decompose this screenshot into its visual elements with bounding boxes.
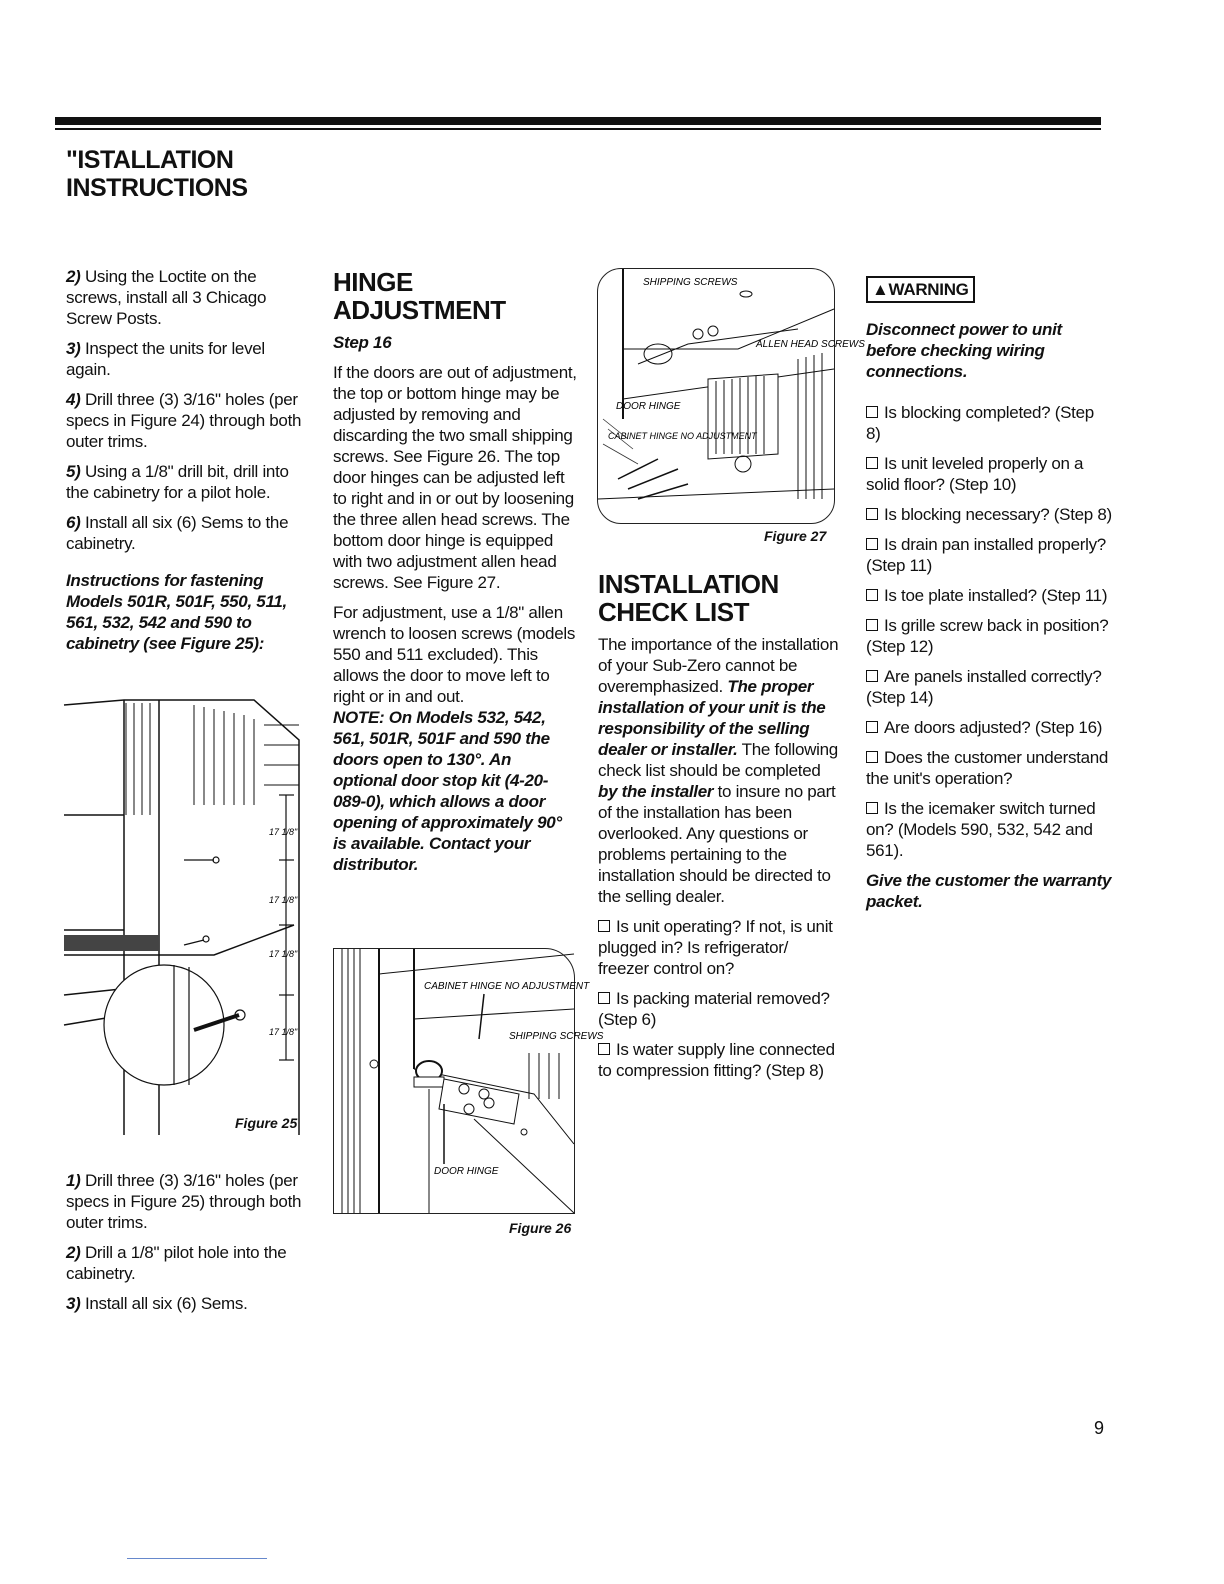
checkbox-icon [598, 1043, 610, 1055]
checkbox-icon [866, 802, 878, 814]
checkbox-icon [866, 406, 878, 418]
checkbox-icon [866, 721, 878, 733]
column-1-lower [66, 1170, 316, 1323]
checkbox-icon [866, 619, 878, 631]
hinge-note: NOTE: On Models 532, 542, 561, 501R, 501F and 590 the doors open to 130°. An optional door stop kit (4-20-089-0), which allows a door opening of approximately 90° is available. Contact your distributor. [333, 708, 562, 874]
header-rule-thin [55, 128, 1101, 130]
check-item: Is blocking completed? (Step 8) [866, 403, 1094, 443]
checkbox-icon [598, 920, 610, 932]
step-item: 5) Using a 1/8" drill bit, drill into the cabinetry for a pilot hole. [66, 462, 289, 502]
step-item: 2) Drill a 1/8" pilot hole into the cabinetry. [66, 1243, 287, 1283]
step-item: 6) Install all six (6) Sems to the cabinetry. [66, 513, 289, 553]
check-item: Is unit operating? If not, is unit plugged in? Is refrigerator/ freezer control on? [598, 917, 833, 978]
hinge-adjustment-heading: HINGE ADJUSTMENT [333, 267, 506, 325]
figure-25-dimension-label: 17 1/8" [269, 827, 298, 837]
section-title [66, 146, 248, 202]
step-item: 3) Install all six (6) Sems. [66, 1294, 248, 1313]
closing-note: Give the customer the warranty packet. [866, 871, 1112, 911]
column-1 [66, 266, 306, 663]
checkbox-icon [866, 508, 878, 520]
check-item: Is unit leveled properly on a solid floor? (Step 10) [866, 454, 1084, 494]
checkbox-icon [598, 992, 610, 1004]
footer-line [127, 1558, 267, 1559]
figure-27-label-cabinet-hinge: CABINET HINGE NO ADJUSTMENT [608, 431, 757, 441]
column-2 [333, 268, 579, 884]
check-list-intro: The importance of the installation of your Sub-Zero cannot be overemphasized. The proper installation of your unit is the responsibility of the selling dealer or installer. The following check list should be completed by the installer to insure no part of the installation has been overlooked. Any questions or problems pertaining to the installation should be directed to the selling dealer. [598, 635, 839, 906]
column-3 [598, 570, 842, 1090]
section-title-line2: INSTRUCTIONS [66, 174, 248, 202]
check-item: Is drain pan installed properly? (Step 11) [866, 535, 1106, 575]
figure-27-caption: Figure 27 [764, 528, 827, 544]
figure-25-dimension-label: 17 1/8" [269, 1027, 298, 1037]
hinge-paragraph-1: If the doors are out of adjustment, the top or bottom hinge may be adjusted by removing and discarding the two small shipping screws. See Figure 26. The top door hinges can be adjusted left to right and in or out by loosening the three allen head screws. The bottom door hinge is equipped with two adjustment allen head screws. See Figure 27. [333, 363, 577, 592]
checkbox-icon [866, 670, 878, 682]
check-item: Does the customer understand the unit's operation? [866, 748, 1109, 788]
figure-27-label-door-hinge: DOOR HINGE [616, 401, 681, 412]
checkbox-icon [866, 457, 878, 469]
figure-26-illustration [333, 948, 604, 1214]
figure-26-label-shipping-screws: SHIPPING SCREWS [509, 1031, 604, 1042]
step-item: 1) Drill three (3) 3/16" holes (per specs in Figure 25) through both outer trims. [66, 1171, 302, 1232]
warning-box [866, 276, 975, 303]
warning-label: WARNING [888, 280, 969, 299]
check-item: Is water supply line connected to compression fitting? (Step 8) [598, 1040, 835, 1080]
step-item: 4) Drill three (3) 3/16" holes (per specs in Figure 24) through both outer trims. [66, 390, 302, 451]
check-item: Is packing material removed? (Step 6) [598, 989, 830, 1029]
check-item: Is grille screw back in position? (Step 12) [866, 616, 1109, 656]
check-list-heading: INSTALLATION CHECK LIST [598, 569, 779, 627]
checkbox-icon [866, 589, 878, 601]
figure-26-label-cabinet-hinge: CABINET HINGE NO ADJUSTMENT [424, 981, 590, 992]
figure-26-caption: Figure 26 [509, 1220, 572, 1236]
section-title-line1: "ISTALLATION [66, 146, 234, 174]
figure-27-label-shipping-screws: SHIPPING SCREWS [643, 277, 738, 288]
figure-27-label-allen-head-screws: ALLEN HEAD SCREWS [756, 339, 865, 350]
check-item: Is the icemaker switch turned on? (Models 590, 532, 542 and 561). [866, 799, 1096, 860]
warning-triangle-icon: ▲ [872, 280, 889, 299]
step-item: 3) Inspect the units for level again. [66, 339, 265, 379]
warning-text: Disconnect power to unit before checking wiring connections. [866, 320, 1062, 381]
figure-25-illustration [64, 695, 312, 1137]
check-item: Is toe plate installed? (Step 11) [866, 585, 1112, 606]
check-item: Is blocking necessary? (Step 8) [866, 504, 1112, 525]
header-rule-thick [55, 117, 1101, 125]
figure-25-dimension-label: 17 1/8" [269, 949, 298, 959]
figure-25-dimension-label: 17 1/8" [269, 895, 298, 905]
check-item: Are panels installed correctly? (Step 14) [866, 667, 1102, 707]
figure-26-label-door-hinge: DOOR HINGE [434, 1166, 499, 1177]
figure-27-illustration [597, 268, 865, 524]
step-16-label: Step 16 [333, 333, 392, 352]
fastening-instructions-heading: Instructions for fastening Models 501R, 501F, 550, 511, 561, 532, 542 and 590 to cabinetry (see Figure 25): [66, 571, 287, 653]
checkbox-icon [866, 751, 878, 763]
figure-25-caption: Figure 25 [235, 1115, 298, 1131]
check-item: Are doors adjusted? (Step 16) [866, 717, 1112, 738]
column-4 [866, 276, 1112, 921]
step-item: 2) Using the Loctite on the screws, install all 3 Chicago Screw Posts. [66, 267, 267, 328]
checkbox-icon [866, 538, 878, 550]
hinge-paragraph-2: For adjustment, use a 1/8" allen wrench to loosen screws (models 550 and 511 excluded). This allows the door to move left to right or in and out. [333, 603, 576, 706]
page-number: 9 [1094, 1418, 1105, 1438]
